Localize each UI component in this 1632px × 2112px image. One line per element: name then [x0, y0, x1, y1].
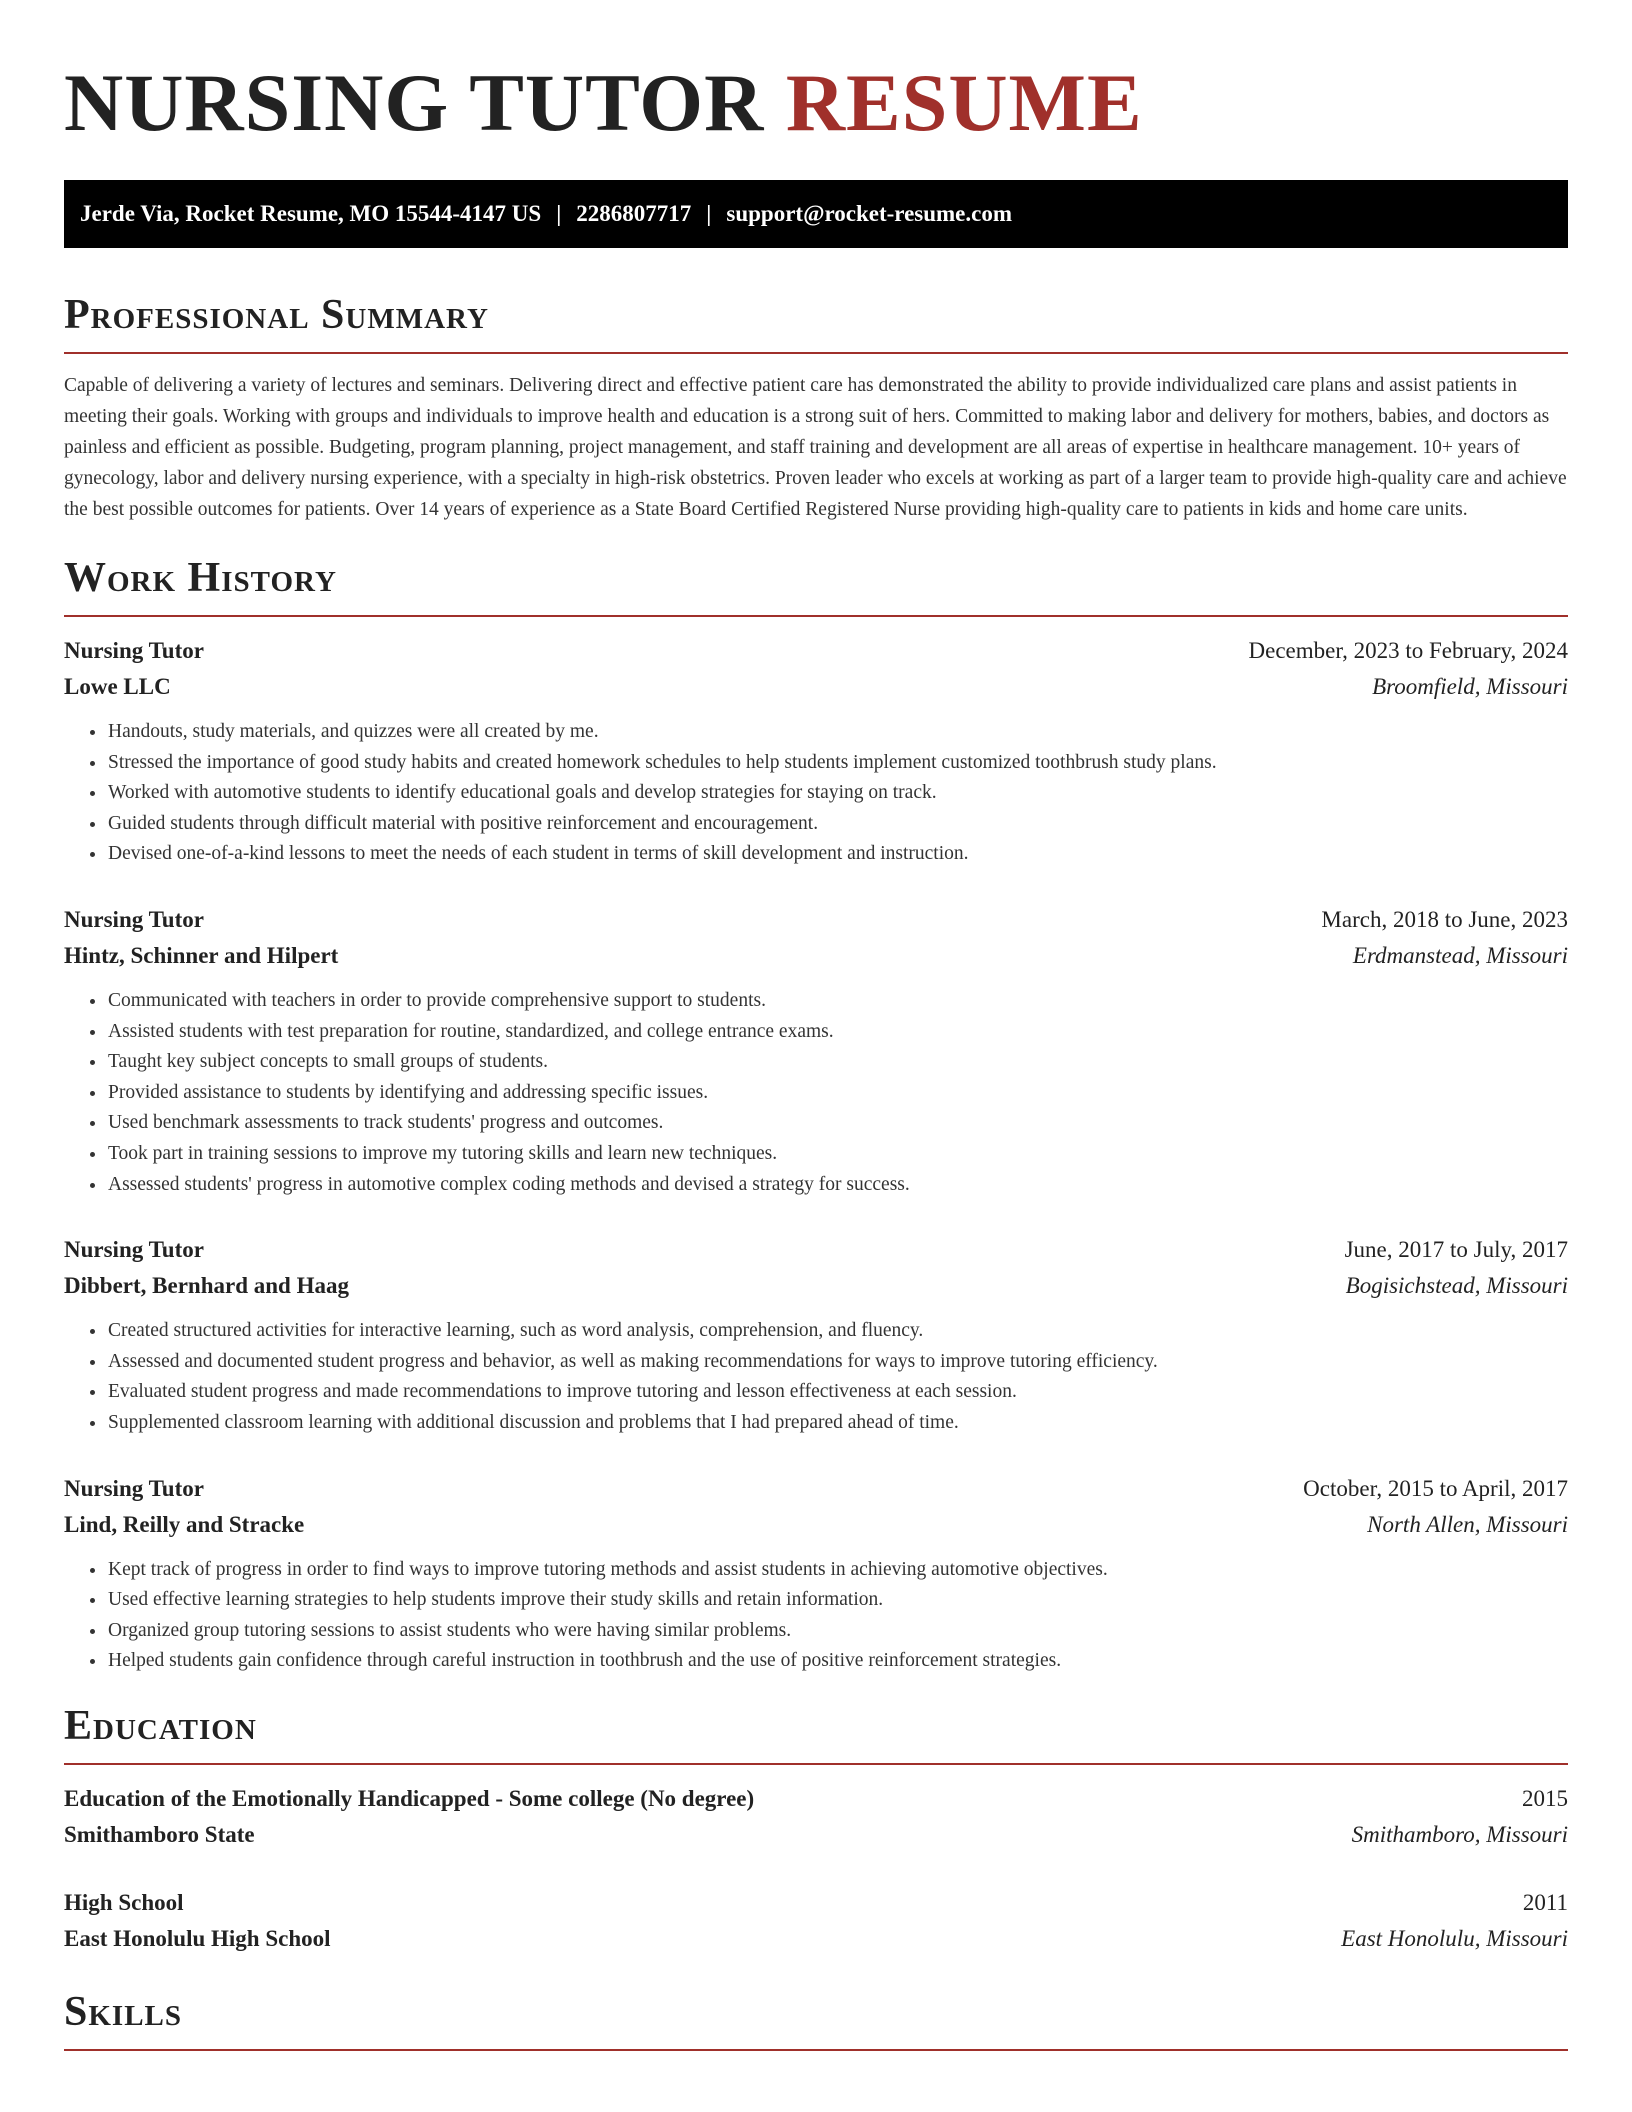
job-entry: [64, 1471, 1568, 1677]
list-item: • Evaluated student progress and made recommendations to improve tutoring and lesson effectiveness at each session.: [107, 1377, 1568, 1408]
skills-section: [64, 1987, 1568, 2051]
job-header-row: [64, 902, 1568, 938]
job-title: Nursing Tutor: [64, 638, 204, 663]
job-header-row: [64, 633, 1568, 669]
list-item: • Kept track of progress in order to find ways to improve tutoring methods and assist students in achieving automotive objectives.: [107, 1555, 1568, 1586]
education-entry: [64, 1885, 1568, 1957]
job-header-row: [64, 1471, 1568, 1507]
job-location: Broomfield, Missouri: [1372, 674, 1568, 699]
contact-separator: |: [706, 201, 712, 226]
list-item: • Provided assistance to students by identifying and addressing specific issues.: [107, 1078, 1568, 1109]
title-main: NURSING TUTOR: [64, 57, 765, 148]
list-item: • Used effective learning strategies to help students improve their study skills and retain information.: [107, 1585, 1568, 1616]
job-bullet-list: [64, 986, 1568, 1200]
job-company: Hintz, Schinner and Hilpert: [64, 942, 339, 968]
job-bullet-list: [64, 1555, 1568, 1677]
education-degree: High School: [64, 1889, 184, 1915]
job-company-row: [64, 669, 1568, 705]
education-school: East Honolulu High School: [64, 1925, 331, 1951]
education-location: Smithamboro, Missouri: [1351, 1821, 1568, 1847]
education-entry: [64, 1781, 1568, 1853]
list-item: • Communicated with teachers in order to provide comprehensive support to students.: [107, 986, 1568, 1017]
summary-text: Capable of delivering a variety of lectures and seminars. Delivering direct and effective patient care has demonstrated the ability to provide individualized care plans and assist patients in meeting their goals. Working with groups and individuals to improve health and education is a strong suit of hers. Committed to making labor and delivery for mothers, babies, and doctors as painless and efficient as possible. Budgeting, program planning, project management, and staff training and development are all areas of expertise in healthcare management. 10+ years of gynecology, labor and delivery nursing experience, with a specialty in high-risk obstetrics. Proven leader who excels at working as part of a larger team to provide high-quality care and achieve the best possible outcomes for patients. Over 14 years of experience as a State Board Certified Registered Nurse providing high-quality care to patients in kids and home care units.: [64, 375, 1567, 520]
list-item: • Worked with automotive students to identify educational goals and develop strategies for staying on track.: [107, 778, 1568, 809]
section-divider: [64, 1763, 1568, 1765]
title-accent: RESUME: [785, 57, 1143, 148]
job-entry: [64, 1232, 1568, 1438]
job-company-row: [64, 1268, 1568, 1304]
job-dates: December, 2023 to February, 2024: [1248, 638, 1568, 663]
contact-phone: 2286807717: [576, 201, 692, 226]
education-section: [64, 1701, 1568, 1957]
list-item: • Organized group tutoring sessions to assist students who were having similar problems.: [107, 1616, 1568, 1647]
education-school-row: [64, 1921, 1568, 1957]
education-degree: Education of the Emotionally Handicapped - Some college (No degree): [64, 1785, 755, 1811]
job-company: Dibbert, Bernhard and Haag: [64, 1273, 349, 1299]
job-company-row: [64, 938, 1568, 974]
contact-email: support@rocket-resume.com: [726, 201, 1013, 226]
education-year: 2011: [1522, 1889, 1568, 1915]
list-item: • Devised one-of-a-kind lessons to meet the needs of each student in terms of skill development and instruction.: [107, 839, 1568, 870]
job-title: Nursing Tutor: [64, 1475, 204, 1501]
list-item: • Stressed the importance of good study habits and created homework schedules to help students implement customized toothbrush study plans.: [107, 748, 1568, 779]
job-company-row: [64, 1507, 1568, 1543]
summary-section: [64, 290, 1568, 525]
job-entry: [64, 902, 1568, 1200]
job-entry: [64, 633, 1568, 870]
job-bullet-list: [64, 717, 1568, 870]
work-history-section: [64, 553, 1568, 1677]
job-bullet-list: [64, 1316, 1568, 1438]
list-item: • Created structured activities for interactive learning, such as word analysis, comprehension, and fluency.: [107, 1316, 1568, 1347]
job-dates: March, 2018 to June, 2023: [1321, 906, 1568, 932]
education-location: East Honolulu, Missouri: [1341, 1925, 1568, 1951]
education-year: 2015: [1522, 1785, 1568, 1811]
list-item: • Helped students gain confidence through careful instruction in toothbrush and the use of positive reinforcement strategies.: [107, 1646, 1568, 1677]
section-divider: [64, 352, 1568, 354]
job-dates: June, 2017 to July, 2017: [1344, 1237, 1568, 1263]
job-title: Nursing Tutor: [64, 906, 204, 932]
section-heading-summary: Professional Summary: [64, 292, 489, 338]
education-header-row: [64, 1781, 1568, 1817]
education-header-row: [64, 1885, 1568, 1921]
list-item: • Used benchmark assessments to track students' progress and outcomes.: [107, 1108, 1568, 1139]
job-location: Bogisichstead, Missouri: [1345, 1273, 1568, 1299]
job-dates: October, 2015 to April, 2017: [1303, 1475, 1568, 1501]
job-location: North Allen, Missouri: [1367, 1511, 1568, 1537]
list-item: • Assessed students' progress in automotive complex coding methods and devised a strategy for success.: [107, 1170, 1568, 1201]
job-company: Lowe LLC: [64, 674, 171, 699]
list-item: • Assisted students with test preparation for routine, standardized, and college entrance exams.: [107, 1017, 1568, 1048]
contact-address: Jerde Via, Rocket Resume, MO 15544-4147 US: [80, 201, 542, 226]
section-heading-skills: Skills: [64, 1988, 183, 2035]
section-divider: [64, 2049, 1568, 2051]
job-location: Erdmanstead, Missouri: [1352, 942, 1568, 968]
education-school-row: [64, 1817, 1568, 1853]
job-header-row: [64, 1232, 1568, 1268]
job-title: Nursing Tutor: [64, 1237, 204, 1263]
list-item: • Handouts, study materials, and quizzes were all created by me.: [107, 717, 1568, 748]
section-divider: [64, 615, 1568, 617]
section-heading-work-history: Work History: [64, 555, 337, 601]
list-item: • Taught key subject concepts to small groups of students.: [107, 1047, 1568, 1078]
list-item: • Guided students through difficult material with positive reinforcement and encouragement.: [107, 809, 1568, 840]
education-school: Smithamboro State: [64, 1821, 255, 1847]
list-item: • Supplemented classroom learning with additional discussion and problems that I had prepared ahead of time.: [107, 1408, 1568, 1439]
section-heading-education: Education: [64, 1702, 257, 1749]
job-company: Lind, Reilly and Stracke: [64, 1511, 305, 1537]
contact-separator: |: [556, 201, 562, 226]
list-item: • Assessed and documented student progress and behavior, as well as making recommendations for ways to improve tutoring efficiency.: [107, 1347, 1568, 1378]
list-item: • Took part in training sessions to improve my tutoring skills and learn new techniques.: [107, 1139, 1568, 1170]
resume-title: [64, 0, 1568, 148]
contact-bar: [64, 180, 1568, 248]
